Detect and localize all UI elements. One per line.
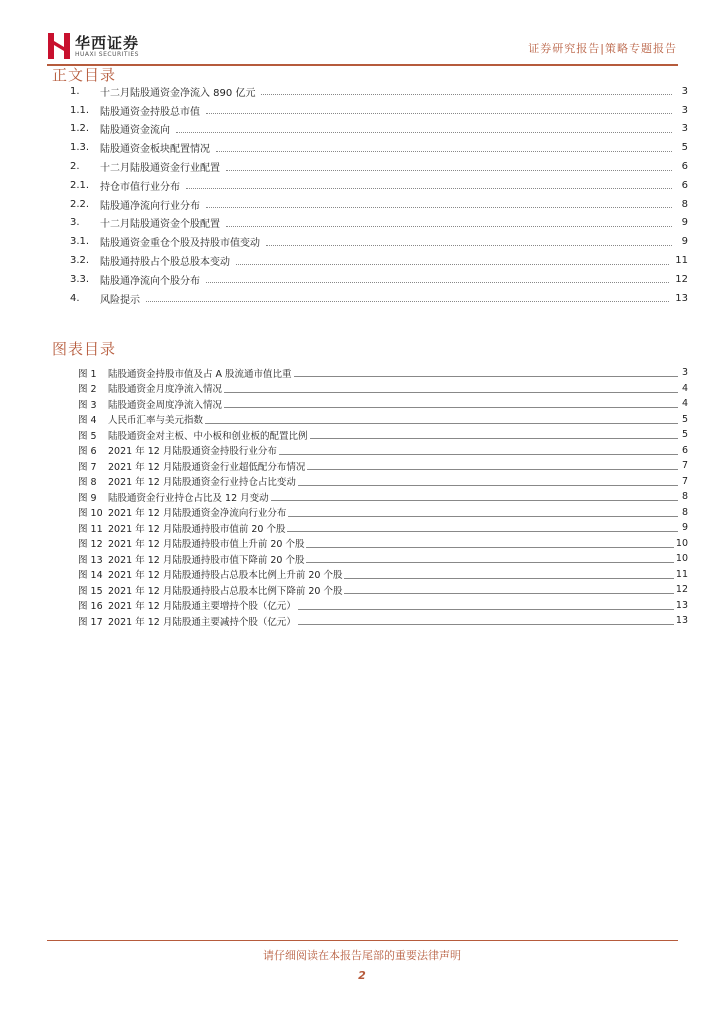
figure-item[interactable] (78, 489, 688, 505)
figure-item-page: 13 (675, 599, 688, 611)
figure-item-title: 2021 年 12 月陆股通持股市值下降前 20 个股 (108, 554, 305, 566)
figure-item-page: 3 (681, 367, 688, 379)
legal-disclaimer: 请仔细阅读在本报告尾部的重要法律声明 (263, 949, 461, 962)
toc-item-number: 2.1. (70, 179, 90, 191)
header-divider (47, 64, 678, 66)
figure-item-title: 2021 年 12 月陆股通持股占总股本比例上升前 20 个股 (108, 570, 343, 582)
figure-item-number: 图 8 (78, 477, 97, 489)
figure-item-page: 6 (681, 444, 688, 456)
toc-leader (226, 219, 672, 227)
figure-leader (310, 430, 678, 439)
figure-item[interactable] (78, 505, 688, 521)
toc-item-page: 12 (675, 273, 688, 285)
figure-item-page: 9 (681, 522, 688, 534)
figure-item-number: 图 1 (78, 368, 97, 380)
toc-item-number: 2.2. (70, 198, 90, 210)
toc-item[interactable] (70, 176, 688, 195)
figure-item[interactable] (78, 520, 688, 536)
figure-item-page: 8 (681, 491, 688, 503)
toc-item-page: 9 (681, 217, 688, 229)
toc-item-title: 十二月陆股通资金行业配置 (100, 163, 220, 175)
toc-item-number: 3.2. (70, 255, 90, 267)
figure-item-page: 4 (681, 382, 688, 394)
toc-list (70, 82, 688, 308)
toc-item[interactable] (70, 138, 688, 157)
logo-name-en: HUAXI SECURITIES (75, 51, 139, 58)
figure-leader (344, 585, 673, 594)
toc-item-number: 1. (70, 85, 80, 97)
toc-item-title: 陆股通净流向个股分布 (100, 275, 200, 287)
figure-item-page: 10 (675, 537, 688, 549)
toc-item-number: 3.3. (70, 273, 90, 285)
toc-leader (226, 163, 672, 171)
toc-leader (186, 181, 672, 189)
page-header (47, 30, 677, 64)
toc-item[interactable] (70, 82, 688, 101)
figure-item-page: 13 (675, 615, 688, 627)
toc-item-page: 3 (681, 104, 688, 116)
figure-item-number: 图 2 (78, 384, 97, 396)
figure-item-page: 4 (681, 398, 688, 410)
toc-leader (236, 257, 669, 265)
toc-item-title: 风险提示 (100, 294, 140, 306)
figure-leader (224, 384, 678, 393)
toc-item-page: 5 (681, 142, 688, 154)
figure-item-title: 2021 年 12 月陆股通持股市值前 20 个股 (108, 523, 286, 535)
figure-item[interactable] (78, 474, 688, 490)
figures-title: 图表目录 (52, 340, 117, 358)
figure-item-number: 图 4 (78, 415, 97, 427)
toc-item-page: 6 (681, 161, 688, 173)
figure-item[interactable] (78, 396, 688, 412)
figure-leader (306, 539, 673, 548)
figure-item-page: 11 (675, 568, 688, 580)
toc-item-number: 2. (70, 161, 80, 173)
figure-item-page: 10 (675, 553, 688, 565)
figure-item-number: 图 9 (78, 492, 97, 504)
figure-item[interactable] (78, 412, 688, 428)
toc-item[interactable] (70, 289, 688, 308)
figure-item-title: 2021 年 12 月陆股通主要减持个股（亿元） (108, 616, 296, 628)
logo-name-cn: 华西证券 (75, 34, 140, 52)
figure-item-title: 2021 年 12 月陆股通资金持股行业分布 (108, 446, 277, 458)
figure-leader (279, 446, 678, 455)
figure-leader (298, 477, 678, 486)
figure-item-title: 陆股通资金行业持仓占比及 12 月变动 (108, 492, 269, 504)
figure-item-title: 2021 年 12 月陆股通资金行业超低配分布情况 (108, 461, 306, 473)
figure-item-title: 2021 年 12 月陆股通资金净流向行业分布 (108, 508, 287, 520)
toc-item-page: 8 (681, 198, 688, 210)
toc-leader (206, 200, 672, 208)
figure-leader (294, 368, 678, 377)
figure-item-number: 图 17 (78, 616, 103, 628)
toc-item-page: 6 (681, 179, 688, 191)
toc-leader (146, 294, 669, 302)
toc-item-page: 3 (681, 123, 688, 135)
toc-item[interactable] (70, 120, 688, 139)
figure-item[interactable] (78, 582, 688, 598)
figure-item[interactable] (78, 427, 688, 443)
figure-item[interactable] (78, 365, 688, 381)
figure-item[interactable] (78, 613, 688, 629)
toc-item[interactable] (70, 195, 688, 214)
figure-item-title: 2021 年 12 月陆股通持股市值上升前 20 个股 (108, 539, 305, 551)
figure-item-page: 7 (681, 460, 688, 472)
figure-item-title: 2021 年 12 月陆股通主要增持个股（亿元） (108, 601, 296, 613)
figure-item-page: 5 (681, 413, 688, 425)
toc-item-title: 陆股通资金持股总市值 (100, 106, 200, 118)
figure-item-number: 图 10 (78, 508, 103, 520)
toc-item[interactable] (70, 157, 688, 176)
toc-item-title: 陆股通资金流向 (100, 125, 170, 137)
figure-item-number: 图 7 (78, 461, 97, 473)
toc-item-page: 9 (681, 236, 688, 248)
toc-item[interactable] (70, 232, 688, 251)
figure-item-page: 8 (681, 506, 688, 518)
figure-item-page: 7 (681, 475, 688, 487)
figure-item-number: 图 5 (78, 430, 97, 442)
figure-leader (224, 399, 678, 408)
figure-item-title: 陆股通资金月度净流入情况 (108, 384, 223, 396)
toc-item-number: 4. (70, 292, 80, 304)
toc-leader (216, 144, 672, 152)
toc-leader (206, 106, 672, 114)
figure-item-number: 图 13 (78, 554, 103, 566)
figure-item[interactable] (78, 598, 688, 614)
figure-item[interactable] (78, 458, 688, 474)
figure-leader (205, 415, 678, 424)
figure-item[interactable] (78, 536, 688, 552)
figure-leader (298, 616, 674, 625)
toc-item-title: 陆股通资金重仓个股及持股市值变动 (100, 238, 260, 250)
figure-leader (288, 508, 678, 517)
toc-item-number: 1.2. (70, 123, 90, 135)
huaxi-logo-icon (47, 32, 71, 60)
figure-item[interactable] (78, 551, 688, 567)
report-type: 证券研究报告|策略专题报告 (528, 42, 677, 55)
toc-item-page: 11 (675, 255, 688, 267)
toc-leader (206, 275, 669, 283)
toc-leader (261, 87, 672, 95)
toc-item-number: 1.3. (70, 142, 90, 154)
toc-leader (266, 238, 672, 246)
toc-item-page: 3 (681, 85, 688, 97)
figure-leader (271, 492, 678, 501)
figure-list (78, 365, 688, 629)
toc-leader (176, 125, 672, 133)
toc-item-title: 陆股通资金板块配置情况 (100, 144, 210, 156)
figure-item-title: 陆股通资金对主板、中小板和创业板的配置比例 (108, 430, 308, 442)
figure-item-number: 图 3 (78, 399, 97, 411)
toc-item-title: 陆股通净流向行业分布 (100, 200, 200, 212)
figure-leader (298, 601, 674, 610)
toc-title: 正文目录 (52, 66, 117, 84)
figure-item-title: 陆股通资金周度净流入情况 (108, 399, 223, 411)
figure-item-title: 2021 年 12 月陆股通资金行业持仓占比变动 (108, 477, 296, 489)
toc-item[interactable] (70, 251, 688, 270)
toc-item-title: 十二月陆股通资金个股配置 (100, 219, 220, 231)
toc-item-title: 十二月陆股通资金净流入 890 亿元 (100, 87, 256, 99)
figure-item-page: 12 (675, 584, 688, 596)
page-number: 2 (358, 969, 366, 982)
figure-item[interactable] (78, 443, 688, 459)
figure-item-title: 2021 年 12 月陆股通持股占总股本比例下降前 20 个股 (108, 585, 343, 597)
toc-item-title: 陆股通持股占个股总股本变动 (100, 257, 230, 269)
toc-item-page: 13 (675, 292, 688, 304)
figure-item-number: 图 14 (78, 570, 103, 582)
figure-item[interactable] (78, 567, 688, 583)
toc-item-number: 3.1. (70, 236, 90, 248)
figure-item-number: 图 15 (78, 585, 103, 597)
figure-item-page: 5 (681, 429, 688, 441)
figure-leader (344, 570, 673, 579)
figure-item[interactable] (78, 381, 688, 397)
figure-item-number: 图 12 (78, 539, 103, 551)
toc-item[interactable] (70, 270, 688, 289)
toc-item-number: 1.1. (70, 104, 90, 116)
toc-item-title: 持仓市值行业分布 (100, 181, 180, 193)
footer-divider (47, 940, 678, 941)
figure-item-number: 图 11 (78, 523, 103, 535)
figure-leader (307, 461, 678, 470)
figure-item-number: 图 6 (78, 446, 97, 458)
toc-item-number: 3. (70, 217, 80, 229)
toc-item[interactable] (70, 214, 688, 233)
toc-item[interactable] (70, 101, 688, 120)
figure-item-title: 陆股通资金持股市值及占 A 股流通市值比重 (108, 368, 292, 380)
figure-item-title: 人民币汇率与美元指数 (108, 415, 204, 427)
figure-item-number: 图 16 (78, 601, 103, 613)
figure-leader (306, 554, 673, 563)
figure-leader (287, 523, 678, 532)
